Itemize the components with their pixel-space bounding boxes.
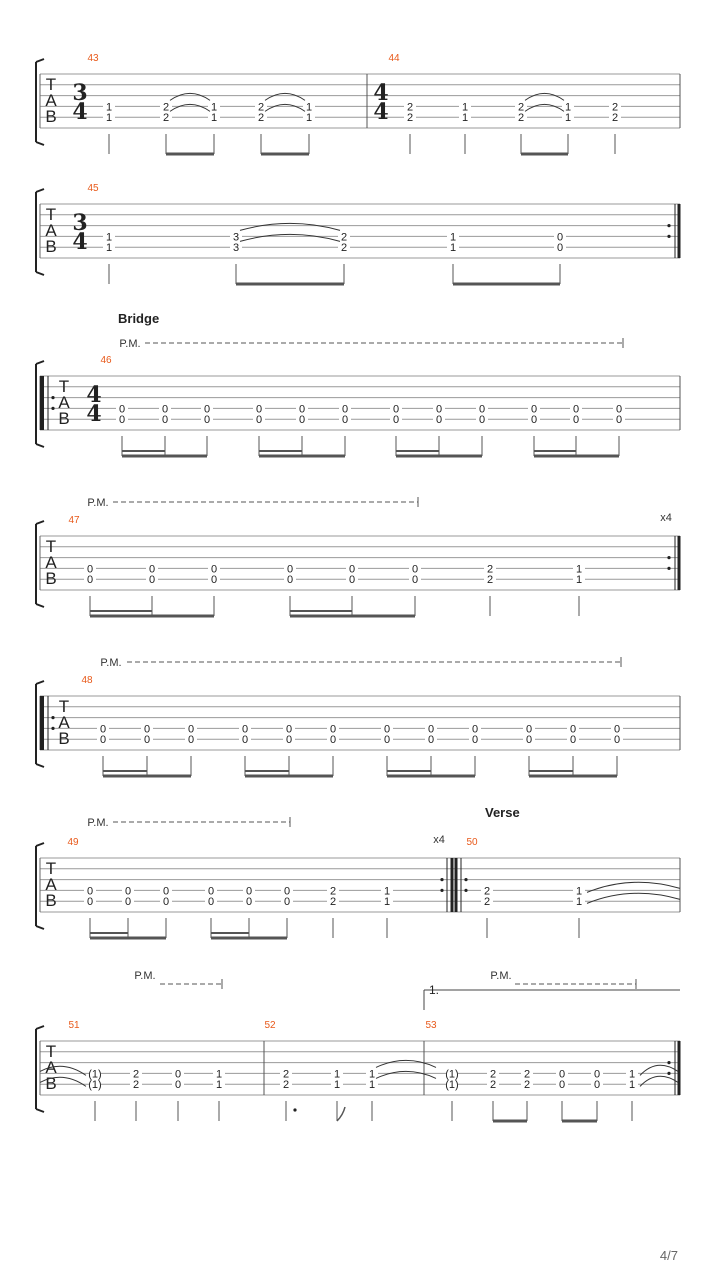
measure-number: 43 [87,53,99,64]
measure-number: 45 [87,183,99,194]
fret-number: 0 [411,574,419,587]
page-number: 4/7 [659,1248,678,1263]
tie-arc [376,1071,436,1078]
repeat-dot [51,716,54,719]
fret-number: 2 [132,1079,140,1092]
fret-number: 1 [383,896,391,909]
tab-clef-letter: A [58,393,70,412]
time-signature-bottom: 4 [72,99,88,125]
fret-number: 0 [556,242,564,255]
time-signature-top: 4 [373,80,389,106]
fret-number: 0 [161,414,169,427]
fret-number: 0 [572,403,580,416]
fret-number: 0 [143,734,151,747]
system-3-bracket-bottom [36,444,44,447]
fret-number: 2 [329,885,337,898]
tab-clef-letter: B [58,409,70,428]
repeat-count: x4 [660,512,672,524]
fret-number: 1 [449,242,457,255]
fret-number: (1) [88,1068,102,1081]
system-6-bracket-top [36,843,44,846]
fret-number: 0 [392,403,400,416]
fret-number: 0 [124,896,132,909]
palm-mute-label: P.M. [119,338,141,350]
tab-clef-letter: T [58,377,70,396]
repeat-count: x4 [433,834,445,846]
fret-number: 0 [569,723,577,736]
fret-number: 2 [517,101,525,114]
time-signature-top: 4 [86,382,102,408]
fret-number: 1 [305,112,313,125]
fret-number: 0 [162,885,170,898]
system-7-bracket-bottom [36,1109,44,1112]
system-4-bracket-top [36,521,44,524]
fret-number: 0 [329,723,337,736]
fret-number: 1 [575,563,583,576]
measure-number: 48 [81,675,93,686]
tie-arc [240,223,340,230]
fret-number: 0 [613,723,621,736]
fret-number: 3 [232,231,240,244]
fret-number: 1 [210,101,218,114]
tab-clef-letter: T [45,205,57,224]
fret-number: 0 [148,574,156,587]
tab-clef-letter: A [45,91,57,110]
fret-number: 0 [207,896,215,909]
measure-number: 47 [68,515,80,526]
tab-clef-letter: T [45,75,57,94]
fret-number: 0 [615,414,623,427]
fret-number: 1 [575,896,583,909]
fret-number: 0 [392,414,400,427]
fret-number: 0 [161,403,169,416]
fret-number: 0 [148,563,156,576]
tie-arc-out [640,1076,678,1086]
fret-number: 0 [118,403,126,416]
fret-number: 0 [613,734,621,747]
fret-number: 0 [255,403,263,416]
fret-number: 0 [427,723,435,736]
fret-number: 0 [86,896,94,909]
fret-number: 2 [340,242,348,255]
fret-number: 0 [435,414,443,427]
fret-number: 0 [286,563,294,576]
fret-number: 0 [118,414,126,427]
fret-number: 0 [478,414,486,427]
tab-clef-letter: A [45,1058,57,1077]
fret-number: 3 [232,242,240,255]
time-signature-top: 3 [72,210,88,236]
fret-number: 2 [486,563,494,576]
fret-number: 2 [611,112,619,125]
fret-number: 0 [203,403,211,416]
system-5-bracket-bottom [36,764,44,767]
palm-mute-label: P.M. [87,497,109,509]
fret-number: 0 [245,885,253,898]
tie-arc [265,93,305,100]
fret-number: 1 [564,112,572,125]
repeat-dot [440,889,443,892]
measure-number: 44 [388,53,400,64]
system-2-bracket-bottom [36,272,44,275]
fret-number: 0 [143,723,151,736]
fret-number: 0 [471,723,479,736]
tab-clef-letter: T [58,697,70,716]
repeat-dot [667,235,670,238]
fret-number: 0 [86,885,94,898]
fret-number: 0 [203,414,211,427]
fret-number: 1 [449,231,457,244]
fret-number: 0 [348,574,356,587]
note-flag [337,1107,345,1121]
repeat-dot [51,407,54,410]
fret-number: 0 [525,723,533,736]
fret-number: 0 [558,1068,566,1081]
tab-clef-letter: A [45,875,57,894]
fret-number: 0 [593,1079,601,1092]
repeat-dot [51,396,54,399]
tie-arc [170,104,210,111]
fret-number: 2 [523,1068,531,1081]
fret-number: 0 [286,574,294,587]
system-5-bracket-top [36,681,44,684]
fret-number: 0 [572,414,580,427]
tie-arc [265,104,305,111]
repeat-dot [667,556,670,559]
fret-number: 0 [210,574,218,587]
fret-number: 0 [283,885,291,898]
fret-number: 0 [86,563,94,576]
fret-number: 0 [187,734,195,747]
fret-number: 2 [483,885,491,898]
tie-arc [376,1060,436,1067]
repeat-dot [464,889,467,892]
repeat-dot [667,567,670,570]
fret-number: 1 [210,112,218,125]
repeat-dot [667,1061,670,1064]
section-label: Verse [485,805,520,820]
measure-number: 53 [425,1020,437,1031]
fret-number: 1 [461,112,469,125]
tie-arc [240,234,340,241]
fret-number: 2 [486,574,494,587]
fret-number: 0 [99,734,107,747]
fret-number: 0 [241,734,249,747]
fret-number: 1 [105,231,113,244]
system-3-bracket-top [36,361,44,364]
tab-clef-letter: B [45,569,57,588]
fret-number: 0 [285,723,293,736]
system-4-bracket-bottom [36,604,44,607]
fret-number: 0 [86,574,94,587]
fret-number: 0 [255,414,263,427]
system-7-bracket-top [36,1026,44,1029]
fret-number: 1 [333,1079,341,1092]
fret-number: 1 [575,885,583,898]
measure-number: 51 [68,1020,80,1031]
fret-number: 0 [593,1068,601,1081]
system-1-bracket-top [36,59,44,62]
palm-mute-label: P.M. [134,970,156,982]
fret-number: 1 [628,1068,636,1081]
measure-number: 52 [264,1020,276,1031]
fret-number: 0 [427,734,435,747]
palm-mute-label: P.M. [100,657,122,669]
fret-number: 2 [483,896,491,909]
tab-clef-letter: B [45,1074,57,1093]
fret-number: 2 [329,896,337,909]
fret-number: 1 [575,574,583,587]
fret-number: 0 [298,414,306,427]
fret-number: 0 [283,896,291,909]
palm-mute-label: P.M. [87,817,109,829]
tie-arc [170,93,210,100]
fret-number: 0 [174,1068,182,1081]
fret-number: 1 [215,1079,223,1092]
fret-number: 1 [305,101,313,114]
tab-clef-letter: B [58,729,70,748]
fret-number: 0 [124,885,132,898]
tab-clef-letter: T [45,537,57,556]
fret-number: (1) [88,1079,102,1092]
fret-number: 2 [517,112,525,125]
fret-number: 2 [257,112,265,125]
fret-number: 0 [558,1079,566,1092]
fret-number: 0 [530,403,538,416]
fret-number: 0 [556,231,564,244]
tab-clef-letter: T [45,859,57,878]
tab-clef-letter: T [45,1042,57,1061]
fret-number: 1 [215,1068,223,1081]
palm-mute-label: P.M. [490,970,512,982]
fret-number: 2 [162,112,170,125]
tab-clef-letter: A [45,553,57,572]
fret-number: 0 [207,885,215,898]
time-signature-bottom: 4 [86,401,102,427]
repeat-dot [51,727,54,730]
fret-number: 1 [333,1068,341,1081]
fret-number: 0 [569,734,577,747]
measure-number: 49 [67,837,79,848]
fret-number: 1 [564,101,572,114]
tab-clef-letter: B [45,891,57,910]
fret-number: 0 [348,563,356,576]
fret-number: (1) [445,1068,459,1081]
fret-number: 0 [298,403,306,416]
fret-number: 0 [99,723,107,736]
fret-number: 0 [245,896,253,909]
fret-number: 2 [132,1068,140,1081]
fret-number: 0 [435,403,443,416]
time-signature-bottom: 4 [373,99,389,125]
fret-number: 0 [615,403,623,416]
time-signature-bottom: 4 [72,229,88,255]
dotted-note [293,1108,296,1111]
tab-clef-letter: A [58,713,70,732]
fret-number: 2 [406,112,414,125]
fret-number: 2 [162,101,170,114]
fret-number: 2 [406,101,414,114]
fret-number: 0 [383,734,391,747]
time-signature-top: 3 [72,80,88,106]
tie-arc [525,93,564,100]
tab-clef-letter: B [45,237,57,256]
fret-number: 0 [162,896,170,909]
fret-number: 1 [628,1079,636,1092]
volta-number: 1. [428,983,440,997]
fret-number: 0 [341,414,349,427]
fret-number: 0 [411,563,419,576]
fret-number: 1 [461,101,469,114]
fret-number: 0 [341,403,349,416]
repeat-dot [667,224,670,227]
fret-number: 0 [525,734,533,747]
fret-number: 0 [241,723,249,736]
fret-number: 2 [282,1068,290,1081]
fret-number: 0 [471,734,479,747]
tie-arc-out [587,893,680,903]
fret-number: 0 [187,723,195,736]
system-2-bracket-top [36,189,44,192]
tab-clef-letter: A [45,221,57,240]
fret-number: 0 [285,734,293,747]
fret-number: 1 [105,112,113,125]
fret-number: 0 [478,403,486,416]
fret-number: 0 [329,734,337,747]
fret-number: 2 [282,1079,290,1092]
repeat-dot [440,878,443,881]
fret-number: (1) [445,1079,459,1092]
tie-arc [525,104,564,111]
fret-number: 2 [340,231,348,244]
section-label: Bridge [118,311,160,326]
repeat-dot [464,878,467,881]
fret-number: 0 [174,1079,182,1092]
fret-number: 1 [368,1068,376,1081]
fret-number: 1 [368,1079,376,1092]
measure-number: 46 [100,355,112,366]
system-1-bracket-bottom [36,142,44,145]
tab-clef-letter: B [45,107,57,126]
fret-number: 2 [489,1068,497,1081]
fret-number: 1 [383,885,391,898]
fret-number: 0 [530,414,538,427]
fret-number: 2 [489,1079,497,1092]
fret-number: 2 [257,101,265,114]
fret-number: 2 [611,101,619,114]
repeat-dot [667,1072,670,1075]
fret-number: 1 [105,242,113,255]
measure-number: 50 [466,837,478,848]
fret-number: 1 [105,101,113,114]
fret-number: 2 [523,1079,531,1092]
fret-number: 0 [383,723,391,736]
fret-number: 0 [210,563,218,576]
system-6-bracket-bottom [36,926,44,929]
